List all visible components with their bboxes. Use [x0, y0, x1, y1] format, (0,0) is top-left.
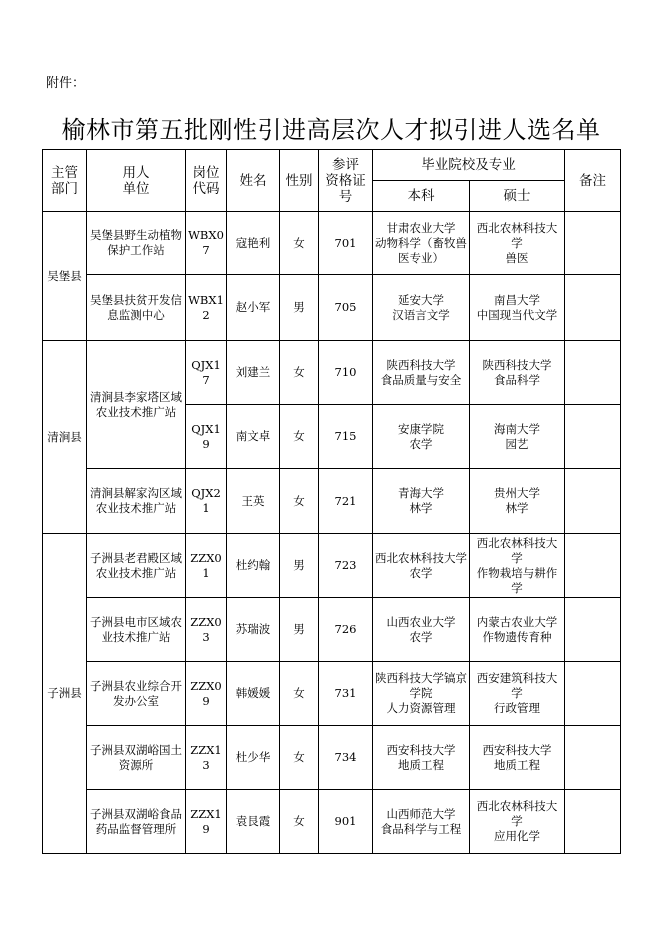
gender-cell: 女: [280, 341, 319, 405]
bachelor-cell: 延安大学 汉语言文学: [373, 275, 470, 341]
cert-cell: 901: [319, 790, 373, 854]
cert-cell: 701: [319, 212, 373, 275]
post-code-cell: QJX17: [186, 341, 227, 405]
unit-cell: 吴堡县野生动植物保护工作站: [87, 212, 186, 275]
bachelor-cell: 陕西科技大学镐京学院 人力资源管理: [373, 662, 470, 726]
master-cell: 西安建筑科技大学 行政管理: [470, 662, 565, 726]
post-code-cell: WBX12: [186, 275, 227, 341]
master-cell: 内蒙古农业大学 作物遗传育种: [470, 598, 565, 662]
department-cell: 清涧县: [43, 341, 87, 534]
name-cell: 刘建兰: [227, 341, 280, 405]
table-row: [43, 212, 621, 275]
cert-cell: 721: [319, 469, 373, 534]
table-row: [43, 726, 621, 790]
cert-cell: 715: [319, 405, 373, 469]
remark-cell: [565, 469, 621, 534]
remark-cell: [565, 341, 621, 405]
gender-cell: 女: [280, 790, 319, 854]
post-code-cell: ZZX01: [186, 534, 227, 598]
remark-cell: [565, 662, 621, 726]
table-row: [43, 534, 621, 598]
header-post-code: 岗位 代码: [186, 150, 227, 212]
post-code-cell: ZZX19: [186, 790, 227, 854]
remark-cell: [565, 405, 621, 469]
unit-cell: 清涧县解家沟区域农业技术推广站: [87, 469, 186, 534]
post-code-cell: WBX07: [186, 212, 227, 275]
candidate-table: [42, 149, 621, 854]
remark-cell: [565, 275, 621, 341]
unit-cell: 子洲县农业综合开发办公室: [87, 662, 186, 726]
master-cell: 海南大学 园艺: [470, 405, 565, 469]
cert-cell: 734: [319, 726, 373, 790]
department-cell: 子洲县: [43, 534, 87, 854]
master-cell: 西安科技大学 地质工程: [470, 726, 565, 790]
unit-cell: 清涧县李家塔区域农业技术推广站: [87, 341, 186, 469]
header-name: 姓名: [227, 150, 280, 212]
cert-cell: 726: [319, 598, 373, 662]
bachelor-cell: 山西农业大学 农学: [373, 598, 470, 662]
bachelor-cell: 西北农林科技大学 农学: [373, 534, 470, 598]
table-row: [43, 275, 621, 341]
master-cell: 南昌大学 中国现当代文学: [470, 275, 565, 341]
bachelor-cell: 西安科技大学 地质工程: [373, 726, 470, 790]
post-code-cell: ZZX09: [186, 662, 227, 726]
cert-cell: 723: [319, 534, 373, 598]
unit-cell: 子洲县电市区域农业技术推广站: [87, 598, 186, 662]
header-unit: 用人 单位: [87, 150, 186, 212]
bachelor-cell: 安康学院 农学: [373, 405, 470, 469]
header-school-major: 毕业院校及专业: [373, 150, 565, 181]
document-title: 榆林市第五批刚性引进高层次人才拟引进人选名单: [61, 116, 601, 144]
master-cell: 西北农林科技大学 兽医: [470, 212, 565, 275]
gender-cell: 女: [280, 662, 319, 726]
master-cell: 西北农林科技大学 应用化学: [470, 790, 565, 854]
cert-cell: 705: [319, 275, 373, 341]
bachelor-cell: 青海大学 林学: [373, 469, 470, 534]
name-cell: 韩媛媛: [227, 662, 280, 726]
name-cell: 寇艳利: [227, 212, 280, 275]
table-row: [43, 662, 621, 726]
post-code-cell: QJX21: [186, 469, 227, 534]
post-code-cell: ZZX03: [186, 598, 227, 662]
gender-cell: 女: [280, 726, 319, 790]
post-code-cell: QJX19: [186, 405, 227, 469]
name-cell: 南文卓: [227, 405, 280, 469]
header-department: 主管 部门: [43, 150, 87, 212]
gender-cell: 女: [280, 469, 319, 534]
post-code-cell: ZZX13: [186, 726, 227, 790]
unit-cell: 子洲县双湖峪国土资源所: [87, 726, 186, 790]
gender-cell: 男: [280, 598, 319, 662]
remark-cell: [565, 534, 621, 598]
master-cell: 西北农林科技大学 作物栽培与耕作学: [470, 534, 565, 598]
department-cell: 吴堡县: [43, 212, 87, 341]
table-row: [43, 598, 621, 662]
gender-cell: 女: [280, 405, 319, 469]
name-cell: 袁艮霞: [227, 790, 280, 854]
header-gender: 性别: [280, 150, 319, 212]
cert-cell: 710: [319, 341, 373, 405]
header-master: 硕士: [470, 181, 565, 212]
master-cell: 陕西科技大学 食品科学: [470, 341, 565, 405]
attachment-label: 附件：: [46, 76, 86, 91]
table-row: [43, 790, 621, 854]
remark-cell: [565, 598, 621, 662]
remark-cell: [565, 790, 621, 854]
bachelor-cell: 山西师范大学 食品科学与工程: [373, 790, 470, 854]
gender-cell: 男: [280, 275, 319, 341]
table-row: [43, 469, 621, 534]
cert-cell: 731: [319, 662, 373, 726]
name-cell: 王英: [227, 469, 280, 534]
gender-cell: 男: [280, 534, 319, 598]
bachelor-cell: 甘肃农业大学 动物科学（畜牧兽医专业）: [373, 212, 470, 275]
name-cell: 赵小军: [227, 275, 280, 341]
header-remark: 备注: [565, 150, 621, 212]
unit-cell: 吴堡县扶贫开发信息监测中心: [87, 275, 186, 341]
remark-cell: [565, 726, 621, 790]
header-bachelor: 本科: [373, 181, 470, 212]
name-cell: 杜少华: [227, 726, 280, 790]
unit-cell: 子洲县老君殿区域农业技术推广站: [87, 534, 186, 598]
remark-cell: [565, 212, 621, 275]
name-cell: 杜约翰: [227, 534, 280, 598]
unit-cell: 子洲县双湖峪食品药品监督管理所: [87, 790, 186, 854]
bachelor-cell: 陕西科技大学 食品质量与安全: [373, 341, 470, 405]
name-cell: 苏瑞波: [227, 598, 280, 662]
table-row: [43, 341, 621, 405]
header-cert: 参评 资格证 号: [319, 150, 373, 212]
gender-cell: 女: [280, 212, 319, 275]
master-cell: 贵州大学 林学: [470, 469, 565, 534]
